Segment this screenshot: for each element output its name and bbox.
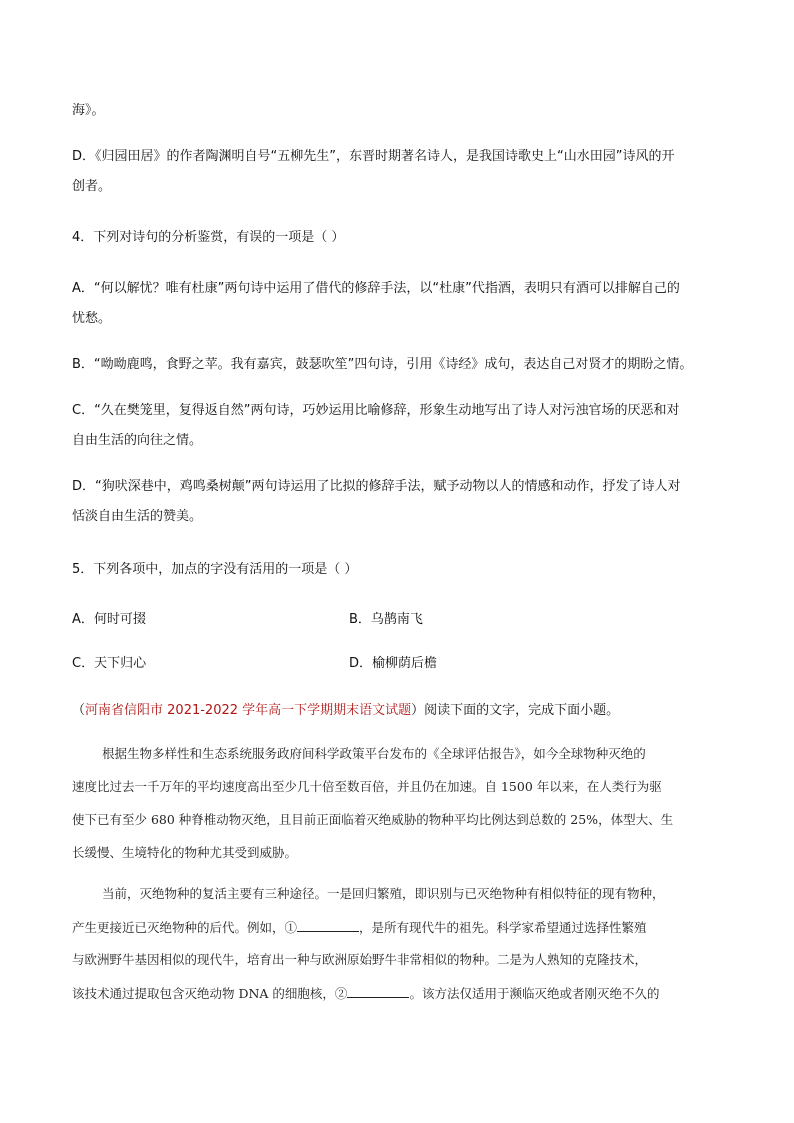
question-4-option-b: B．“呦呦鹿鸣，食野之苹。我有嘉宾，鼓瑟吹笙”四句诗，引用《诗经》成句，表达自己对贤才的期盼之情。 [72,357,693,372]
passage-p1-line-4: 长缓慢、生境特化的物种尤其受到威胁。 [72,845,298,860]
passage-text: 产生更接近已灭绝物种的后代。例如，① [72,920,298,935]
source-open-paren: （ [72,703,86,718]
question-5-option-b: B．乌鹊南飞 [349,612,423,627]
question-4-stem: 4．下列对诗句的分析鉴赏，有误的一项是（ ） [72,230,345,245]
passage-p2-line-3: 与欧洲野牛基因相似的现代牛，培育出一种与欧洲原始野牛非常相似的物种。二是为人熟知的克隆技术， [72,952,648,967]
text-line: 海》。 [72,103,105,118]
passage-text: 该技术通过提取包含灭绝动物 DNA 的细胞核，② [72,986,348,1001]
passage-p1-line-2: 速度比过去一千万年的平均速度高出至少几十倍至数百倍，并且仍在加速。自 1500 年以来，在人类行为驱 [72,779,662,794]
question-4-option-c-cont: 自由生活的向往之情。 [72,433,203,448]
source-link[interactable]: 河南省信阳市 2021-2022 学年高一下学期期末语文试题 [85,703,412,718]
question-4-option-d-cont: 恬淡自由生活的赞美。 [72,509,203,524]
question-4-option-a: A．“何以解忧？唯有杜康”两句诗中运用了借代的修辞手法，以“杜康”代指酒，表明只有酒可以排解自己的 [72,281,680,296]
passage-text: ，是所有现代牛的祖先。科学家希望通过选择性繁殖 [359,920,647,935]
option-d-line-1: D．《归园田居》的作者陶渊明自号“五柳先生”，东晋时期著名诗人，是我国诗歌史上“山水田园”诗风的开 [72,149,675,164]
passage-p1-line-1: 根据生物多样性和生态系统服务政府间科学政策平台发布的《全球评估报告》，如今全球物种灭绝的 [102,746,646,761]
passage-p2-line-4 [72,987,722,1001]
passage-text: 。该方法仅适用于濒临灭绝或者刚灭绝不久的 [409,986,660,1001]
question-5-option-d: D．榆柳荫后檐 [349,656,438,671]
question-5-stem: 5．下列各项中，加点的字没有活用的一项是（ ） [72,562,358,577]
question-5-option-a: A．何时可掇 [72,612,146,627]
passage-p2-line-2 [72,921,722,935]
fill-blank-2 [347,987,409,998]
question-4-option-c: C．“久在樊笼里，复得返自然”两句诗，巧妙运用比喻修辞，形象生动地写出了诗人对污浊官场的厌恶和对 [72,403,680,418]
question-4-option-d: D．“狗吠深巷中，鸡鸣桑树颠”两句诗运用了比拟的修辞手法，赋予动物以人的情感和动作，抒发了诗人对 [72,479,681,494]
fill-blank-1 [297,921,359,932]
source-line [72,704,734,717]
passage-p2-line-1: 当前，灭绝物种的复活主要有三种途径。一是回归繁殖，即识别与已灭绝物种有相似特征的现有物种， [102,886,665,901]
question-5-option-c: C．天下归心 [72,656,147,671]
source-instruction: ）阅读下面的文字，完成下面小题。 [411,703,620,718]
option-d-line-2: 创者。 [72,179,112,194]
passage-p1-line-3: 使下已有至少 680 种脊椎动物灭绝，且目前正面临着灭绝威胁的物种平均比例达到总数的 25%，体型大、生 [72,812,674,827]
question-4-option-a-cont: 忧愁。 [72,311,112,326]
